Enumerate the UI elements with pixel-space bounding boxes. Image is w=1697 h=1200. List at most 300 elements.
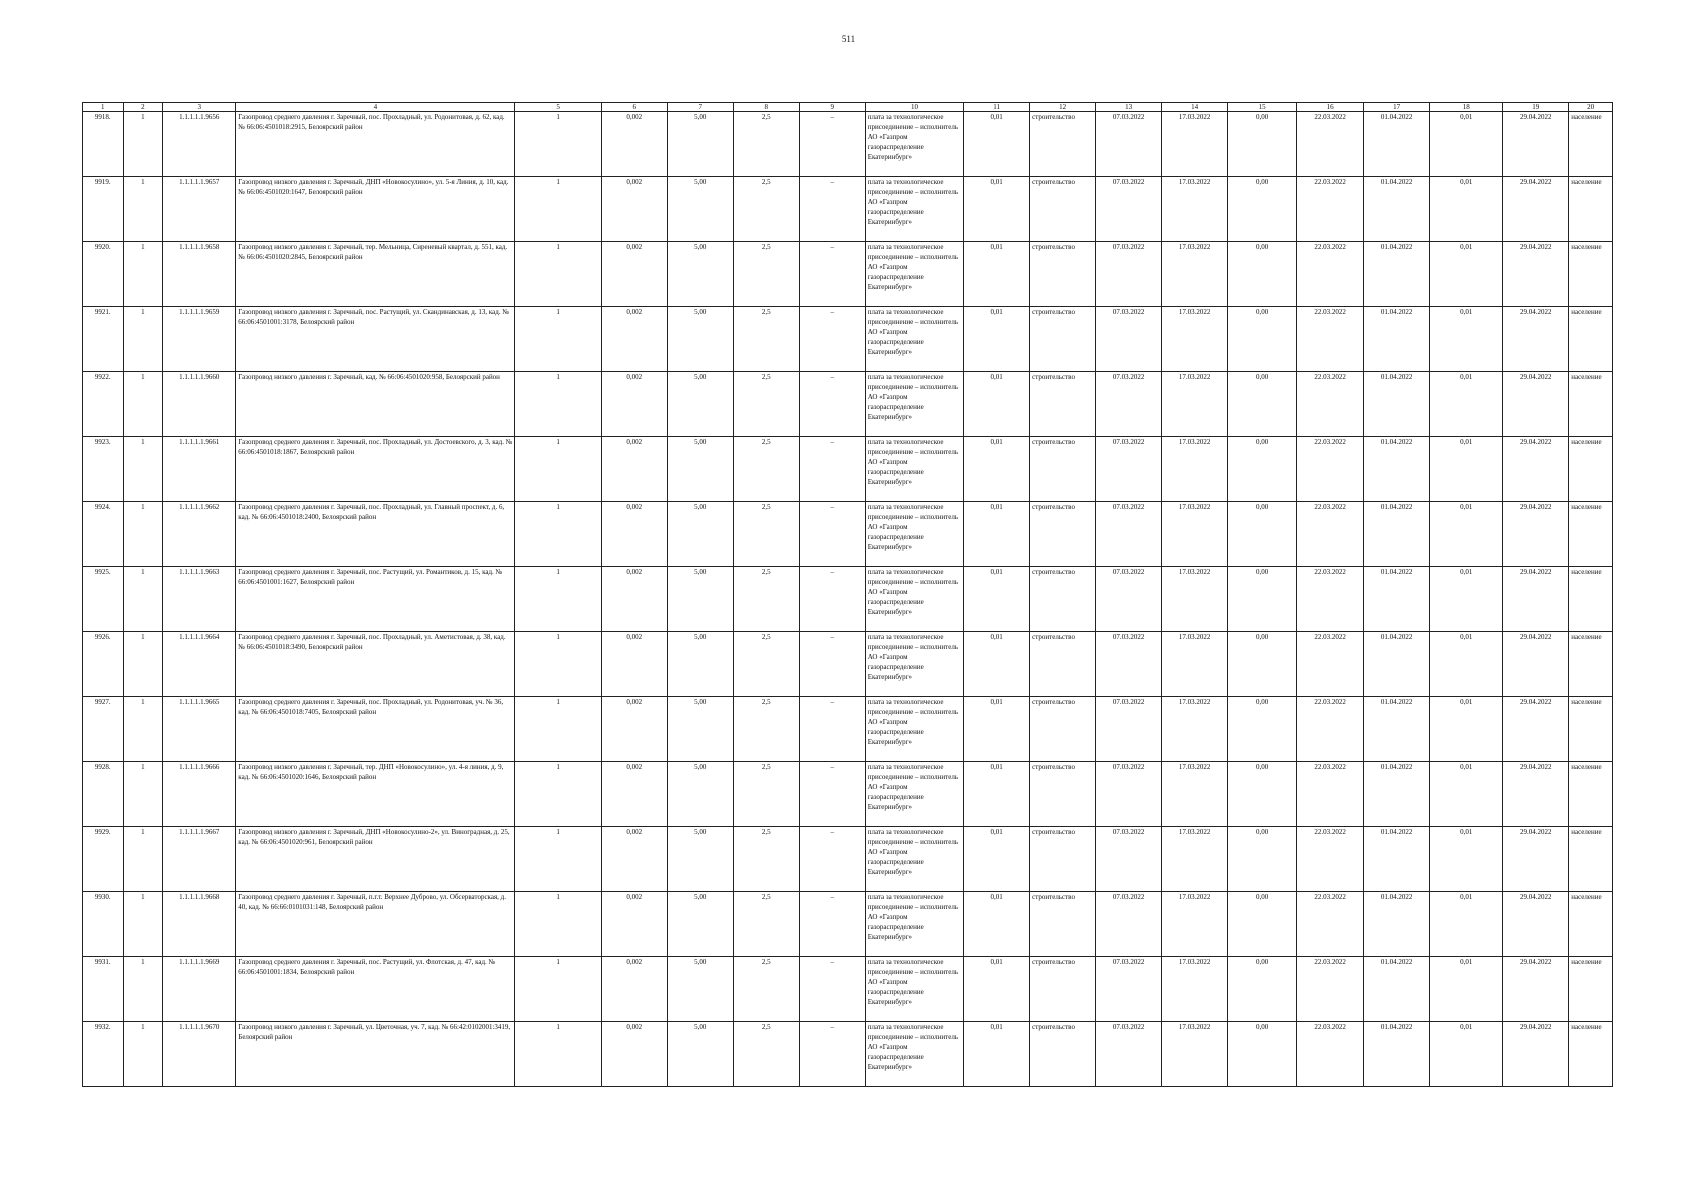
code-cell: 1.1.1.1.1.9662 — [163, 502, 236, 567]
financing-cell: плата за технологическое присоединение – исполнитель АО «Газпром газораспределение Екатеринбург» — [865, 177, 963, 242]
table-row — [83, 112, 1613, 177]
date-cell: 22.03.2022 — [1297, 1022, 1364, 1087]
amount-cell: 0,00 — [1228, 502, 1297, 567]
description-cell: Газопровод среднего давления г. Заречный, пос. Прохладный, ул. Родонитовая, уч. № 36, кад. № 66:06:4501018:7405, Белоярский район — [236, 697, 515, 762]
value-cell: 5,00 — [667, 957, 733, 1022]
value-cell: 0,002 — [601, 242, 667, 307]
amount-cell: 0,01 — [1430, 892, 1503, 957]
amount-cell: 0,01 — [964, 567, 1030, 632]
count-cell: 1 — [123, 892, 163, 957]
quantity-cell: 1 — [515, 112, 601, 177]
category-cell: население — [1569, 437, 1613, 502]
date-cell: 29.04.2022 — [1503, 957, 1569, 1022]
description-cell: Газопровод среднего давления г. Заречный, пос. Прохладный, ул. Главный проспект, д. 6, кад. № 66:06:4501018:2400, Белоярский район — [236, 502, 515, 567]
value-cell: 5,00 — [667, 502, 733, 567]
work-type-cell: строительство — [1030, 307, 1096, 372]
dash-cell: – — [799, 1022, 865, 1087]
work-type-cell: строительство — [1030, 762, 1096, 827]
column-header: 9 — [799, 103, 865, 112]
date-cell: 22.03.2022 — [1297, 177, 1364, 242]
date-cell: 01.04.2022 — [1364, 1022, 1430, 1087]
count-cell: 1 — [123, 502, 163, 567]
value-cell: 0,002 — [601, 502, 667, 567]
dash-cell: – — [799, 307, 865, 372]
date-cell: 17.03.2022 — [1162, 827, 1228, 892]
amount-cell: 0,01 — [1430, 957, 1503, 1022]
description-cell: Газопровод низкого давления г. Заречный, тер. Мельница, Сиреневый квартал, д. 551, кад. № 66:06:4501020:2845, Белоярский район — [236, 242, 515, 307]
date-cell: 17.03.2022 — [1162, 892, 1228, 957]
date-cell: 17.03.2022 — [1162, 762, 1228, 827]
count-cell: 1 — [123, 567, 163, 632]
date-cell: 01.04.2022 — [1364, 567, 1430, 632]
row-number: 9918. — [83, 112, 124, 177]
value-cell: 2,5 — [733, 957, 799, 1022]
dash-cell: – — [799, 112, 865, 177]
financing-cell: плата за технологическое присоединение – исполнитель АО «Газпром газораспределение Екатеринбург» — [865, 827, 963, 892]
value-cell: 0,002 — [601, 1022, 667, 1087]
description-cell: Газопровод низкого давления г. Заречный, ДНП «Новокосулино-2», ул. Виноградная, д. 25, кад. № 66:06:4501020:961, Белоярский район — [236, 827, 515, 892]
column-header: 10 — [865, 103, 963, 112]
date-cell: 01.04.2022 — [1364, 762, 1430, 827]
amount-cell: 0,01 — [1430, 437, 1503, 502]
date-cell: 17.03.2022 — [1162, 632, 1228, 697]
work-type-cell: строительство — [1030, 957, 1096, 1022]
work-type-cell: строительство — [1030, 437, 1096, 502]
column-header: 3 — [163, 103, 236, 112]
amount-cell: 0,01 — [1430, 307, 1503, 372]
date-cell: 07.03.2022 — [1096, 632, 1162, 697]
value-cell: 0,002 — [601, 567, 667, 632]
date-cell: 17.03.2022 — [1162, 1022, 1228, 1087]
date-cell: 07.03.2022 — [1096, 112, 1162, 177]
code-cell: 1.1.1.1.1.9665 — [163, 697, 236, 762]
row-number: 9924. — [83, 502, 124, 567]
code-cell: 1.1.1.1.1.9657 — [163, 177, 236, 242]
code-cell: 1.1.1.1.1.9667 — [163, 827, 236, 892]
date-cell: 22.03.2022 — [1297, 632, 1364, 697]
amount-cell: 0,01 — [1430, 697, 1503, 762]
amount-cell: 0,01 — [1430, 372, 1503, 437]
column-header: 18 — [1430, 103, 1503, 112]
date-cell: 17.03.2022 — [1162, 372, 1228, 437]
date-cell: 22.03.2022 — [1297, 697, 1364, 762]
quantity-cell: 1 — [515, 697, 601, 762]
work-type-cell: строительство — [1030, 632, 1096, 697]
category-cell: население — [1569, 632, 1613, 697]
row-number: 9929. — [83, 827, 124, 892]
date-cell: 29.04.2022 — [1503, 827, 1569, 892]
date-cell: 01.04.2022 — [1364, 112, 1430, 177]
quantity-cell: 1 — [515, 177, 601, 242]
amount-cell: 0,00 — [1228, 957, 1297, 1022]
quantity-cell: 1 — [515, 762, 601, 827]
financing-cell: плата за технологическое присоединение – исполнитель АО «Газпром газораспределение Екатеринбург» — [865, 632, 963, 697]
date-cell: 29.04.2022 — [1503, 437, 1569, 502]
dash-cell: – — [799, 502, 865, 567]
description-cell: Газопровод низкого давления г. Заречный, ул. Цветочная, уч. 7, кад. № 66:42:0102001:3419, Белоярский район — [236, 1022, 515, 1087]
column-header: 1 — [83, 103, 124, 112]
value-cell: 0,002 — [601, 632, 667, 697]
amount-cell: 0,00 — [1228, 632, 1297, 697]
amount-cell: 0,01 — [964, 762, 1030, 827]
work-type-cell: строительство — [1030, 697, 1096, 762]
date-cell: 17.03.2022 — [1162, 697, 1228, 762]
amount-cell: 0,00 — [1228, 112, 1297, 177]
amount-cell: 0,00 — [1228, 177, 1297, 242]
quantity-cell: 1 — [515, 502, 601, 567]
table-row — [83, 1022, 1613, 1087]
dash-cell: – — [799, 632, 865, 697]
date-cell: 01.04.2022 — [1364, 502, 1430, 567]
financing-cell: плата за технологическое присоединение – исполнитель АО «Газпром газораспределение Екатеринбург» — [865, 892, 963, 957]
category-cell: население — [1569, 957, 1613, 1022]
row-number: 9921. — [83, 307, 124, 372]
amount-cell: 0,01 — [964, 177, 1030, 242]
category-cell: население — [1569, 827, 1613, 892]
column-header: 2 — [123, 103, 163, 112]
code-cell: 1.1.1.1.1.9663 — [163, 567, 236, 632]
date-cell: 07.03.2022 — [1096, 827, 1162, 892]
row-number: 9922. — [83, 372, 124, 437]
table-row — [83, 307, 1613, 372]
dash-cell: – — [799, 827, 865, 892]
value-cell: 0,002 — [601, 957, 667, 1022]
amount-cell: 0,01 — [964, 242, 1030, 307]
column-header: 11 — [964, 103, 1030, 112]
amount-cell: 0,00 — [1228, 307, 1297, 372]
dash-cell: – — [799, 437, 865, 502]
amount-cell: 0,01 — [964, 437, 1030, 502]
financing-cell: плата за технологическое присоединение – исполнитель АО «Газпром газораспределение Екатеринбург» — [865, 697, 963, 762]
table-row — [83, 827, 1613, 892]
date-cell: 17.03.2022 — [1162, 957, 1228, 1022]
count-cell: 1 — [123, 437, 163, 502]
date-cell: 29.04.2022 — [1503, 1022, 1569, 1087]
quantity-cell: 1 — [515, 567, 601, 632]
value-cell: 0,002 — [601, 892, 667, 957]
amount-cell: 0,01 — [964, 957, 1030, 1022]
row-number: 9920. — [83, 242, 124, 307]
date-cell: 29.04.2022 — [1503, 567, 1569, 632]
value-cell: 2,5 — [733, 177, 799, 242]
date-cell: 17.03.2022 — [1162, 112, 1228, 177]
table-row — [83, 762, 1613, 827]
registry-table — [82, 102, 1613, 1087]
date-cell: 29.04.2022 — [1503, 632, 1569, 697]
value-cell: 2,5 — [733, 892, 799, 957]
description-cell: Газопровод низкого давления г. Заречный, ДНП «Новокосулино», ул. 5-я Линия, д. 10, кад. № 66:06:4501020:1647, Белоярский район — [236, 177, 515, 242]
value-cell: 5,00 — [667, 307, 733, 372]
date-cell: 22.03.2022 — [1297, 567, 1364, 632]
work-type-cell: строительство — [1030, 177, 1096, 242]
dash-cell: – — [799, 957, 865, 1022]
column-header: 14 — [1162, 103, 1228, 112]
date-cell: 29.04.2022 — [1503, 372, 1569, 437]
table-row — [83, 177, 1613, 242]
quantity-cell: 1 — [515, 437, 601, 502]
quantity-cell: 1 — [515, 1022, 601, 1087]
financing-cell: плата за технологическое присоединение – исполнитель АО «Газпром газораспределение Екатеринбург» — [865, 372, 963, 437]
financing-cell: плата за технологическое присоединение – исполнитель АО «Газпром газораспределение Екатеринбург» — [865, 567, 963, 632]
description-cell: Газопровод низкого давления г. Заречный, кад. № 66:06:4501020:958, Белоярский район — [236, 372, 515, 437]
date-cell: 29.04.2022 — [1503, 892, 1569, 957]
count-cell: 1 — [123, 307, 163, 372]
value-cell: 0,002 — [601, 697, 667, 762]
description-cell: Газопровод среднего давления г. Заречный, п.г.т. Верхнее Дуброво, ул. Обсерваторская, д. 40, кад. № 66:66:0101031:148, Белоярский район — [236, 892, 515, 957]
category-cell: население — [1569, 892, 1613, 957]
count-cell: 1 — [123, 697, 163, 762]
amount-cell: 0,00 — [1228, 827, 1297, 892]
financing-cell: плата за технологическое присоединение – исполнитель АО «Газпром газораспределение Екатеринбург» — [865, 957, 963, 1022]
code-cell: 1.1.1.1.1.9656 — [163, 112, 236, 177]
value-cell: 5,00 — [667, 372, 733, 437]
code-cell: 1.1.1.1.1.9666 — [163, 762, 236, 827]
row-number: 9919. — [83, 177, 124, 242]
date-cell: 07.03.2022 — [1096, 762, 1162, 827]
column-header: 13 — [1096, 103, 1162, 112]
quantity-cell: 1 — [515, 372, 601, 437]
column-header: 16 — [1297, 103, 1364, 112]
code-cell: 1.1.1.1.1.9659 — [163, 307, 236, 372]
date-cell: 17.03.2022 — [1162, 177, 1228, 242]
amount-cell: 0,00 — [1228, 437, 1297, 502]
amount-cell: 0,01 — [964, 307, 1030, 372]
date-cell: 01.04.2022 — [1364, 372, 1430, 437]
code-cell: 1.1.1.1.1.9661 — [163, 437, 236, 502]
column-header: 12 — [1030, 103, 1096, 112]
value-cell: 0,002 — [601, 372, 667, 437]
work-type-cell: строительство — [1030, 372, 1096, 437]
amount-cell: 0,01 — [1430, 242, 1503, 307]
value-cell: 5,00 — [667, 112, 733, 177]
date-cell: 07.03.2022 — [1096, 177, 1162, 242]
amount-cell: 0,00 — [1228, 372, 1297, 437]
category-cell: население — [1569, 1022, 1613, 1087]
count-cell: 1 — [123, 242, 163, 307]
category-cell: население — [1569, 307, 1613, 372]
quantity-cell: 1 — [515, 242, 601, 307]
description-cell: Газопровод среднего давления г. Заречный, пос. Растущий, ул. Флотская, д. 47, кад. № 66:06:4501001:1834, Белоярский район — [236, 957, 515, 1022]
column-header: 5 — [515, 103, 601, 112]
financing-cell: плата за технологическое присоединение – исполнитель АО «Газпром газораспределение Екатеринбург» — [865, 437, 963, 502]
date-cell: 07.03.2022 — [1096, 957, 1162, 1022]
date-cell: 01.04.2022 — [1364, 892, 1430, 957]
value-cell: 5,00 — [667, 177, 733, 242]
date-cell: 01.04.2022 — [1364, 827, 1430, 892]
table-row — [83, 242, 1613, 307]
amount-cell: 0,00 — [1228, 892, 1297, 957]
count-cell: 1 — [123, 177, 163, 242]
amount-cell: 0,01 — [1430, 827, 1503, 892]
date-cell: 22.03.2022 — [1297, 957, 1364, 1022]
date-cell: 07.03.2022 — [1096, 892, 1162, 957]
dash-cell: – — [799, 892, 865, 957]
row-number: 9926. — [83, 632, 124, 697]
date-cell: 22.03.2022 — [1297, 112, 1364, 177]
amount-cell: 0,01 — [964, 892, 1030, 957]
table-row — [83, 697, 1613, 762]
date-cell: 07.03.2022 — [1096, 437, 1162, 502]
value-cell: 2,5 — [733, 502, 799, 567]
table-body — [83, 112, 1613, 1087]
date-cell: 29.04.2022 — [1503, 697, 1569, 762]
date-cell: 22.03.2022 — [1297, 307, 1364, 372]
financing-cell: плата за технологическое присоединение – исполнитель АО «Газпром газораспределение Екатеринбург» — [865, 112, 963, 177]
row-number: 9932. — [83, 1022, 124, 1087]
financing-cell: плата за технологическое присоединение – исполнитель АО «Газпром газораспределение Екатеринбург» — [865, 502, 963, 567]
work-type-cell: строительство — [1030, 242, 1096, 307]
value-cell: 2,5 — [733, 242, 799, 307]
quantity-cell: 1 — [515, 827, 601, 892]
value-cell: 5,00 — [667, 892, 733, 957]
description-cell: Газопровод среднего давления г. Заречный, пос. Растущий, ул. Романтиков, д. 15, кад. № 66:06:4501001:1627, Белоярский район — [236, 567, 515, 632]
code-cell: 1.1.1.1.1.9660 — [163, 372, 236, 437]
financing-cell: плата за технологическое присоединение – исполнитель АО «Газпром газораспределение Екатеринбург» — [865, 242, 963, 307]
date-cell: 01.04.2022 — [1364, 697, 1430, 762]
column-header: 7 — [667, 103, 733, 112]
category-cell: население — [1569, 112, 1613, 177]
table-row — [83, 632, 1613, 697]
description-cell: Газопровод среднего давления г. Заречный, пос. Прохладный, ул. Достоевского, д. 3, кад. № 66:06:4501018:1867, Белоярский район — [236, 437, 515, 502]
amount-cell: 0,01 — [1430, 177, 1503, 242]
value-cell: 5,00 — [667, 697, 733, 762]
value-cell: 0,002 — [601, 762, 667, 827]
count-cell: 1 — [123, 762, 163, 827]
date-cell: 29.04.2022 — [1503, 242, 1569, 307]
value-cell: 5,00 — [667, 762, 733, 827]
count-cell: 1 — [123, 957, 163, 1022]
value-cell: 0,002 — [601, 177, 667, 242]
date-cell: 01.04.2022 — [1364, 242, 1430, 307]
dash-cell: – — [799, 762, 865, 827]
table-row — [83, 437, 1613, 502]
value-cell: 5,00 — [667, 242, 733, 307]
amount-cell: 0,01 — [1430, 567, 1503, 632]
table-row — [83, 567, 1613, 632]
table-row — [83, 372, 1613, 437]
category-cell: население — [1569, 372, 1613, 437]
value-cell: 2,5 — [733, 437, 799, 502]
description-cell: Газопровод низкого давления г. Заречный, тер. ДНП «Новокосулино», ул. 4-я линия, д. 9, кад. № 66:06:4501020:1646, Белоярский район — [236, 762, 515, 827]
financing-cell: плата за технологическое присоединение – исполнитель АО «Газпром газораспределение Екатеринбург» — [865, 762, 963, 827]
amount-cell: 0,01 — [964, 632, 1030, 697]
amount-cell: 0,01 — [964, 502, 1030, 567]
category-cell: население — [1569, 177, 1613, 242]
code-cell: 1.1.1.1.1.9669 — [163, 957, 236, 1022]
column-header: 20 — [1569, 103, 1613, 112]
column-header: 8 — [733, 103, 799, 112]
date-cell: 07.03.2022 — [1096, 567, 1162, 632]
value-cell: 5,00 — [667, 437, 733, 502]
value-cell: 5,00 — [667, 1022, 733, 1087]
work-type-cell: строительство — [1030, 1022, 1096, 1087]
work-type-cell: строительство — [1030, 567, 1096, 632]
date-cell: 07.03.2022 — [1096, 502, 1162, 567]
date-cell: 22.03.2022 — [1297, 762, 1364, 827]
count-cell: 1 — [123, 372, 163, 437]
date-cell: 22.03.2022 — [1297, 372, 1364, 437]
category-cell: население — [1569, 502, 1613, 567]
value-cell: 2,5 — [733, 1022, 799, 1087]
code-cell: 1.1.1.1.1.9668 — [163, 892, 236, 957]
amount-cell: 0,01 — [964, 112, 1030, 177]
amount-cell: 0,01 — [964, 827, 1030, 892]
date-cell: 29.04.2022 — [1503, 112, 1569, 177]
value-cell: 2,5 — [733, 697, 799, 762]
date-cell: 17.03.2022 — [1162, 437, 1228, 502]
value-cell: 2,5 — [733, 567, 799, 632]
value-cell: 2,5 — [733, 372, 799, 437]
amount-cell: 0,01 — [1430, 632, 1503, 697]
category-cell: население — [1569, 567, 1613, 632]
count-cell: 1 — [123, 632, 163, 697]
value-cell: 5,00 — [667, 632, 733, 697]
column-header: 17 — [1364, 103, 1430, 112]
date-cell: 17.03.2022 — [1162, 307, 1228, 372]
table-row — [83, 957, 1613, 1022]
amount-cell: 0,00 — [1228, 1022, 1297, 1087]
date-cell: 07.03.2022 — [1096, 1022, 1162, 1087]
amount-cell: 0,00 — [1228, 762, 1297, 827]
amount-cell: 0,01 — [964, 1022, 1030, 1087]
date-cell: 01.04.2022 — [1364, 632, 1430, 697]
value-cell: 5,00 — [667, 567, 733, 632]
dash-cell: – — [799, 242, 865, 307]
date-cell: 22.03.2022 — [1297, 892, 1364, 957]
work-type-cell: строительство — [1030, 502, 1096, 567]
date-cell: 29.04.2022 — [1503, 307, 1569, 372]
count-cell: 1 — [123, 112, 163, 177]
row-number: 9923. — [83, 437, 124, 502]
value-cell: 2,5 — [733, 632, 799, 697]
dash-cell: – — [799, 177, 865, 242]
amount-cell: 0,00 — [1228, 567, 1297, 632]
column-header: 4 — [236, 103, 515, 112]
financing-cell: плата за технологическое присоединение – исполнитель АО «Газпром газораспределение Екатеринбург» — [865, 1022, 963, 1087]
date-cell: 07.03.2022 — [1096, 697, 1162, 762]
header-row — [83, 103, 1613, 112]
date-cell: 17.03.2022 — [1162, 502, 1228, 567]
count-cell: 1 — [123, 1022, 163, 1087]
value-cell: 2,5 — [733, 307, 799, 372]
quantity-cell: 1 — [515, 892, 601, 957]
work-type-cell: строительство — [1030, 112, 1096, 177]
description-cell: Газопровод низкого давления г. Заречный, пос. Растущий, ул. Скандинавская, д. 13, кад. № 66:06:4501001:3178, Белоярский район — [236, 307, 515, 372]
amount-cell: 0,01 — [1430, 502, 1503, 567]
date-cell: 17.03.2022 — [1162, 242, 1228, 307]
date-cell: 01.04.2022 — [1364, 307, 1430, 372]
value-cell: 5,00 — [667, 827, 733, 892]
row-number: 9927. — [83, 697, 124, 762]
date-cell: 07.03.2022 — [1096, 242, 1162, 307]
financing-cell: плата за технологическое присоединение – исполнитель АО «Газпром газораспределение Екатеринбург» — [865, 307, 963, 372]
row-number: 9931. — [83, 957, 124, 1022]
date-cell: 29.04.2022 — [1503, 762, 1569, 827]
dash-cell: – — [799, 567, 865, 632]
table-row — [83, 502, 1613, 567]
amount-cell: 0,00 — [1228, 697, 1297, 762]
value-cell: 0,002 — [601, 827, 667, 892]
value-cell: 0,002 — [601, 112, 667, 177]
date-cell: 01.04.2022 — [1364, 437, 1430, 502]
value-cell: 0,002 — [601, 437, 667, 502]
quantity-cell: 1 — [515, 632, 601, 697]
date-cell: 22.03.2022 — [1297, 827, 1364, 892]
description-cell: Газопровод среднего давления г. Заречный, пос. Прохладный, ул. Родонитовая, д. 62, кад. № 66:06:4501018:2915, Белоярский район — [236, 112, 515, 177]
value-cell: 0,002 — [601, 307, 667, 372]
count-cell: 1 — [123, 827, 163, 892]
date-cell: 22.03.2022 — [1297, 437, 1364, 502]
